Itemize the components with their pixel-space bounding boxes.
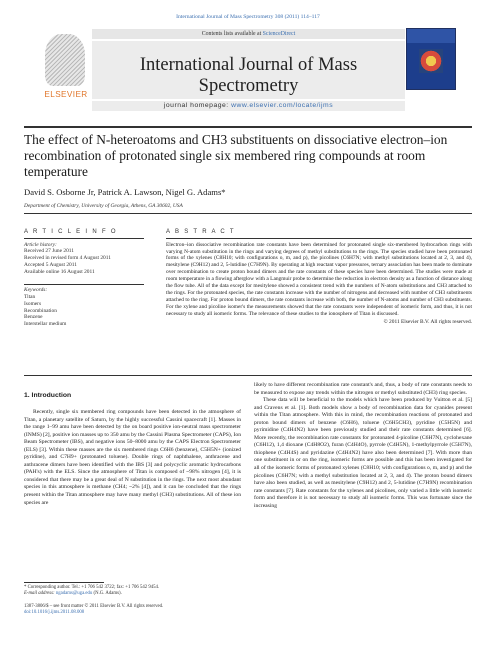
body-paragraph: likely to have different recombination rate constant's and, thus, a body of rate constants needs to be measured to expose any trends within the nitrogen or methyl substituted (CH3) ring species.: [254, 382, 472, 396]
issn-line: 1387-3806/$ – see front matter © 2011 Elsevier B.V. All rights reserved.: [24, 604, 164, 609]
affiliation-divider: [24, 213, 472, 214]
homepage-prefix: journal homepage:: [163, 102, 229, 109]
sciencedirect-link[interactable]: ScienceDirect: [262, 31, 296, 37]
body-column-right: [254, 382, 472, 510]
header-divider: [24, 126, 472, 128]
journal-reference: International Journal of Mass Spectrometry 308 (2011) 114–117: [176, 14, 320, 20]
history-item: Received 27 June 2011: [24, 248, 74, 255]
keyword: Recombination: [24, 307, 57, 314]
section-heading-introduction: 1. Introduction: [24, 392, 72, 399]
article-affiliation: Department of Chemistry, University of Georgia, Athens, GA 30602, USA: [24, 203, 183, 209]
cover-title-strip: [407, 29, 455, 43]
email-link[interactable]: ngadams@uga.edu: [55, 591, 93, 597]
publisher-name: ELSEVIER: [44, 90, 88, 99]
email-line: [24, 591, 241, 597]
keyword: Benzene: [24, 314, 43, 321]
body-column-left: [24, 392, 241, 507]
history-item: Received in revised form 4 August 2011: [24, 255, 111, 262]
keywords-divider: [24, 284, 144, 285]
email-label: E-mail address:: [24, 591, 55, 597]
history-item: Available online 16 August 2011: [24, 268, 95, 275]
issn-block: [24, 604, 241, 617]
article-info: [24, 229, 144, 328]
article-authors: David S. Osborne Jr, Patrick A. Lawson, Nigel G. Adams*: [24, 187, 226, 197]
keyword: Interstellar medium: [24, 321, 67, 328]
article-title: The effect of N-heteroatoms and CH3 substituents on dissociative electron–ion recombination of protonated single six membered ring compounds at room temperature: [24, 132, 448, 179]
elsevier-logo: [40, 28, 90, 108]
contents-strip: [92, 29, 405, 39]
keywords-heading: Keywords:: [24, 287, 48, 294]
homepage-link[interactable]: www.elsevier.com/locate/ijms: [231, 102, 334, 109]
journal-header: [40, 28, 456, 122]
body-paragraph: These data will be beneficial to the models which have been produced by Vuitton et al. [5] and Cravens et al. [1]. Both models show a body of recombination data for cyanides present within the Titan atmosphere. With this in mind, the recombination reactions of protonated and proton bound dimers of benzene (C6H6), toluene (C6H5CH3), pyridine (C5H5N) and pyrimidine (C4H4N2) have been previously studied and their rate constants determined [6]. More recently, the recombination rate constants for protonated 4-picoline (C6H7N), cyclohexane (C6H12), 1,4 dioxane (C4H8O2), furan (C4H4O), pyrrole (C4H5N), 1-methylpyrrole (C5H7N), thiophene (C4H4S) and pyridazine (C4H4N2) have also been determined [7]. With more than one substituent in or on the ring, isomeric forms are possible and this has been investigated for all of the isomeric forms of protonated xylenes (C8H10; with configurations o, m, and p) and the picolines (C6H7N; with a methyl substitution located at 2, 3, and 4). The proton bound dimers have also been studied, as well as mesitylene (C9H12) and 2, 5-lutidine (C7H9N) recombination rate constants [7]. Rate constants for the xylenes and picolines, only varied a little with isomeric form and therefore it is not necessary to study all isomeric forms. This was fortunate since the increasing: [254, 397, 472, 509]
abstract-label: A B S T R A C T: [166, 229, 236, 235]
elsevier-tree-icon: [45, 34, 85, 86]
history-heading: Article history:: [24, 241, 57, 248]
homepage-band: [92, 101, 405, 111]
abstract: [166, 229, 472, 325]
abstract-divider: [166, 238, 472, 239]
footnote-divider: [24, 582, 104, 583]
cover-image: [419, 49, 443, 73]
doi-link[interactable]: doi:10.1016/j.ijms.2011.08.008: [24, 610, 85, 616]
journal-title: International Journal of Mass Spectrometry: [139, 55, 358, 96]
keyword: Titan: [24, 293, 36, 300]
footnote: [24, 585, 241, 598]
copyright-notice: © 2011 Elsevier B.V. All rights reserved.: [383, 318, 472, 325]
email-suffix: (N.G. Adams).: [93, 591, 122, 597]
journal-title-band: [92, 41, 405, 99]
history-item: Accepted 5 August 2011: [24, 261, 77, 268]
article-info-divider: [24, 238, 144, 239]
body-divider: [24, 375, 472, 376]
abstract-text: Electron–ion dissociative recombination rate constants have been determined for protonated single six-membered hydrocarbon rings with varying N-atom substitution in the rings and varying degrees of methyl substitutions to the rings. The species studied have been protonated forms of the xylenes (C8H10; with configurations o, m, and p), the picolines (C6H7N; with methyl substitutions located at 2, 3, and 4), mesitylene (C9H12) and 2, 5-lutidine (C7H9N). By operating at high reactant vapor pressures, ternary association has been made to dominate over recombination to create proton bound dimers and the rate constants of these species have been determined. The studies were made at room temperature in a flowing afterglow with a Langmuir probe to determine the reduction in electron density as a function of distance along the flow tube. All of the data except for mesitylene showed a consistent trend with the numbers of N-atom substitutions and CH3 attached to the rings. For the protonated species, the rate constants increase with the number of nitrogens and decreased with number of CH3 substituents attached to the ring. For proton bound dimers, the rate constants increase with both, the number of N-atoms and number of CH3 substituents. For the xylene and picoline isomer's the measurements showed that the rate constants were independent of isomeric form, and thus, it is not necessary to study all isomeric forms. The relevance of these studies to the ionosphere of Titan is discussed.: [166, 241, 472, 317]
article-info-label: A R T I C L E I N F O: [24, 229, 118, 235]
journal-homepage: [92, 101, 405, 111]
keyword: Isomers: [24, 300, 42, 307]
contents-prefix: Contents lists available at: [201, 31, 262, 37]
body-paragraph: Recently, single six membered ring compounds have been detected in the atmosphere of Titan, a planetary satellite of Saturn, by the highly successful Cassini spacecraft [1]. Masses in the range 1–99 amu have been detected by the on board positive ion-neutral mass spectrometer (INMS) [2], positive ion masses up to 350 amu by the Cassini Plasma Spectrometer (CAPS), Ion Beam Spectrometer (IBS), and negative ions 50–8000 amu by the CAPS Electron Spectrometer (ELS) [3]. Within these masses are the six membered rings C6H6 (benzene), C5H5N+ (ionized pyridine), and C7H9+ (protonated toluene). Double rings of naphthalene, anthracene and anthracene dimers have been identified with the IBS [3] and polycyclic aromatic hydrocarbons (PAH's) with the ELS. Since the atmosphere of Titan is composed of ~98% nitrogen [4], it is considered that there may be a great deal of N substitution in the rings. The next most abundant species in this atmosphere is methane (CH4; ~2% [4]), and it can be concluded that the rings present within the Titan atmosphere may have many methyl (CH3) substitutions. All of these ion species are: [24, 409, 241, 506]
corresponding-author-note: * Corresponding author. Tel.: +1 706 542 3722; fax: +1 706 542 9454.: [24, 585, 160, 590]
journal-cover-thumbnail: [406, 28, 456, 90]
